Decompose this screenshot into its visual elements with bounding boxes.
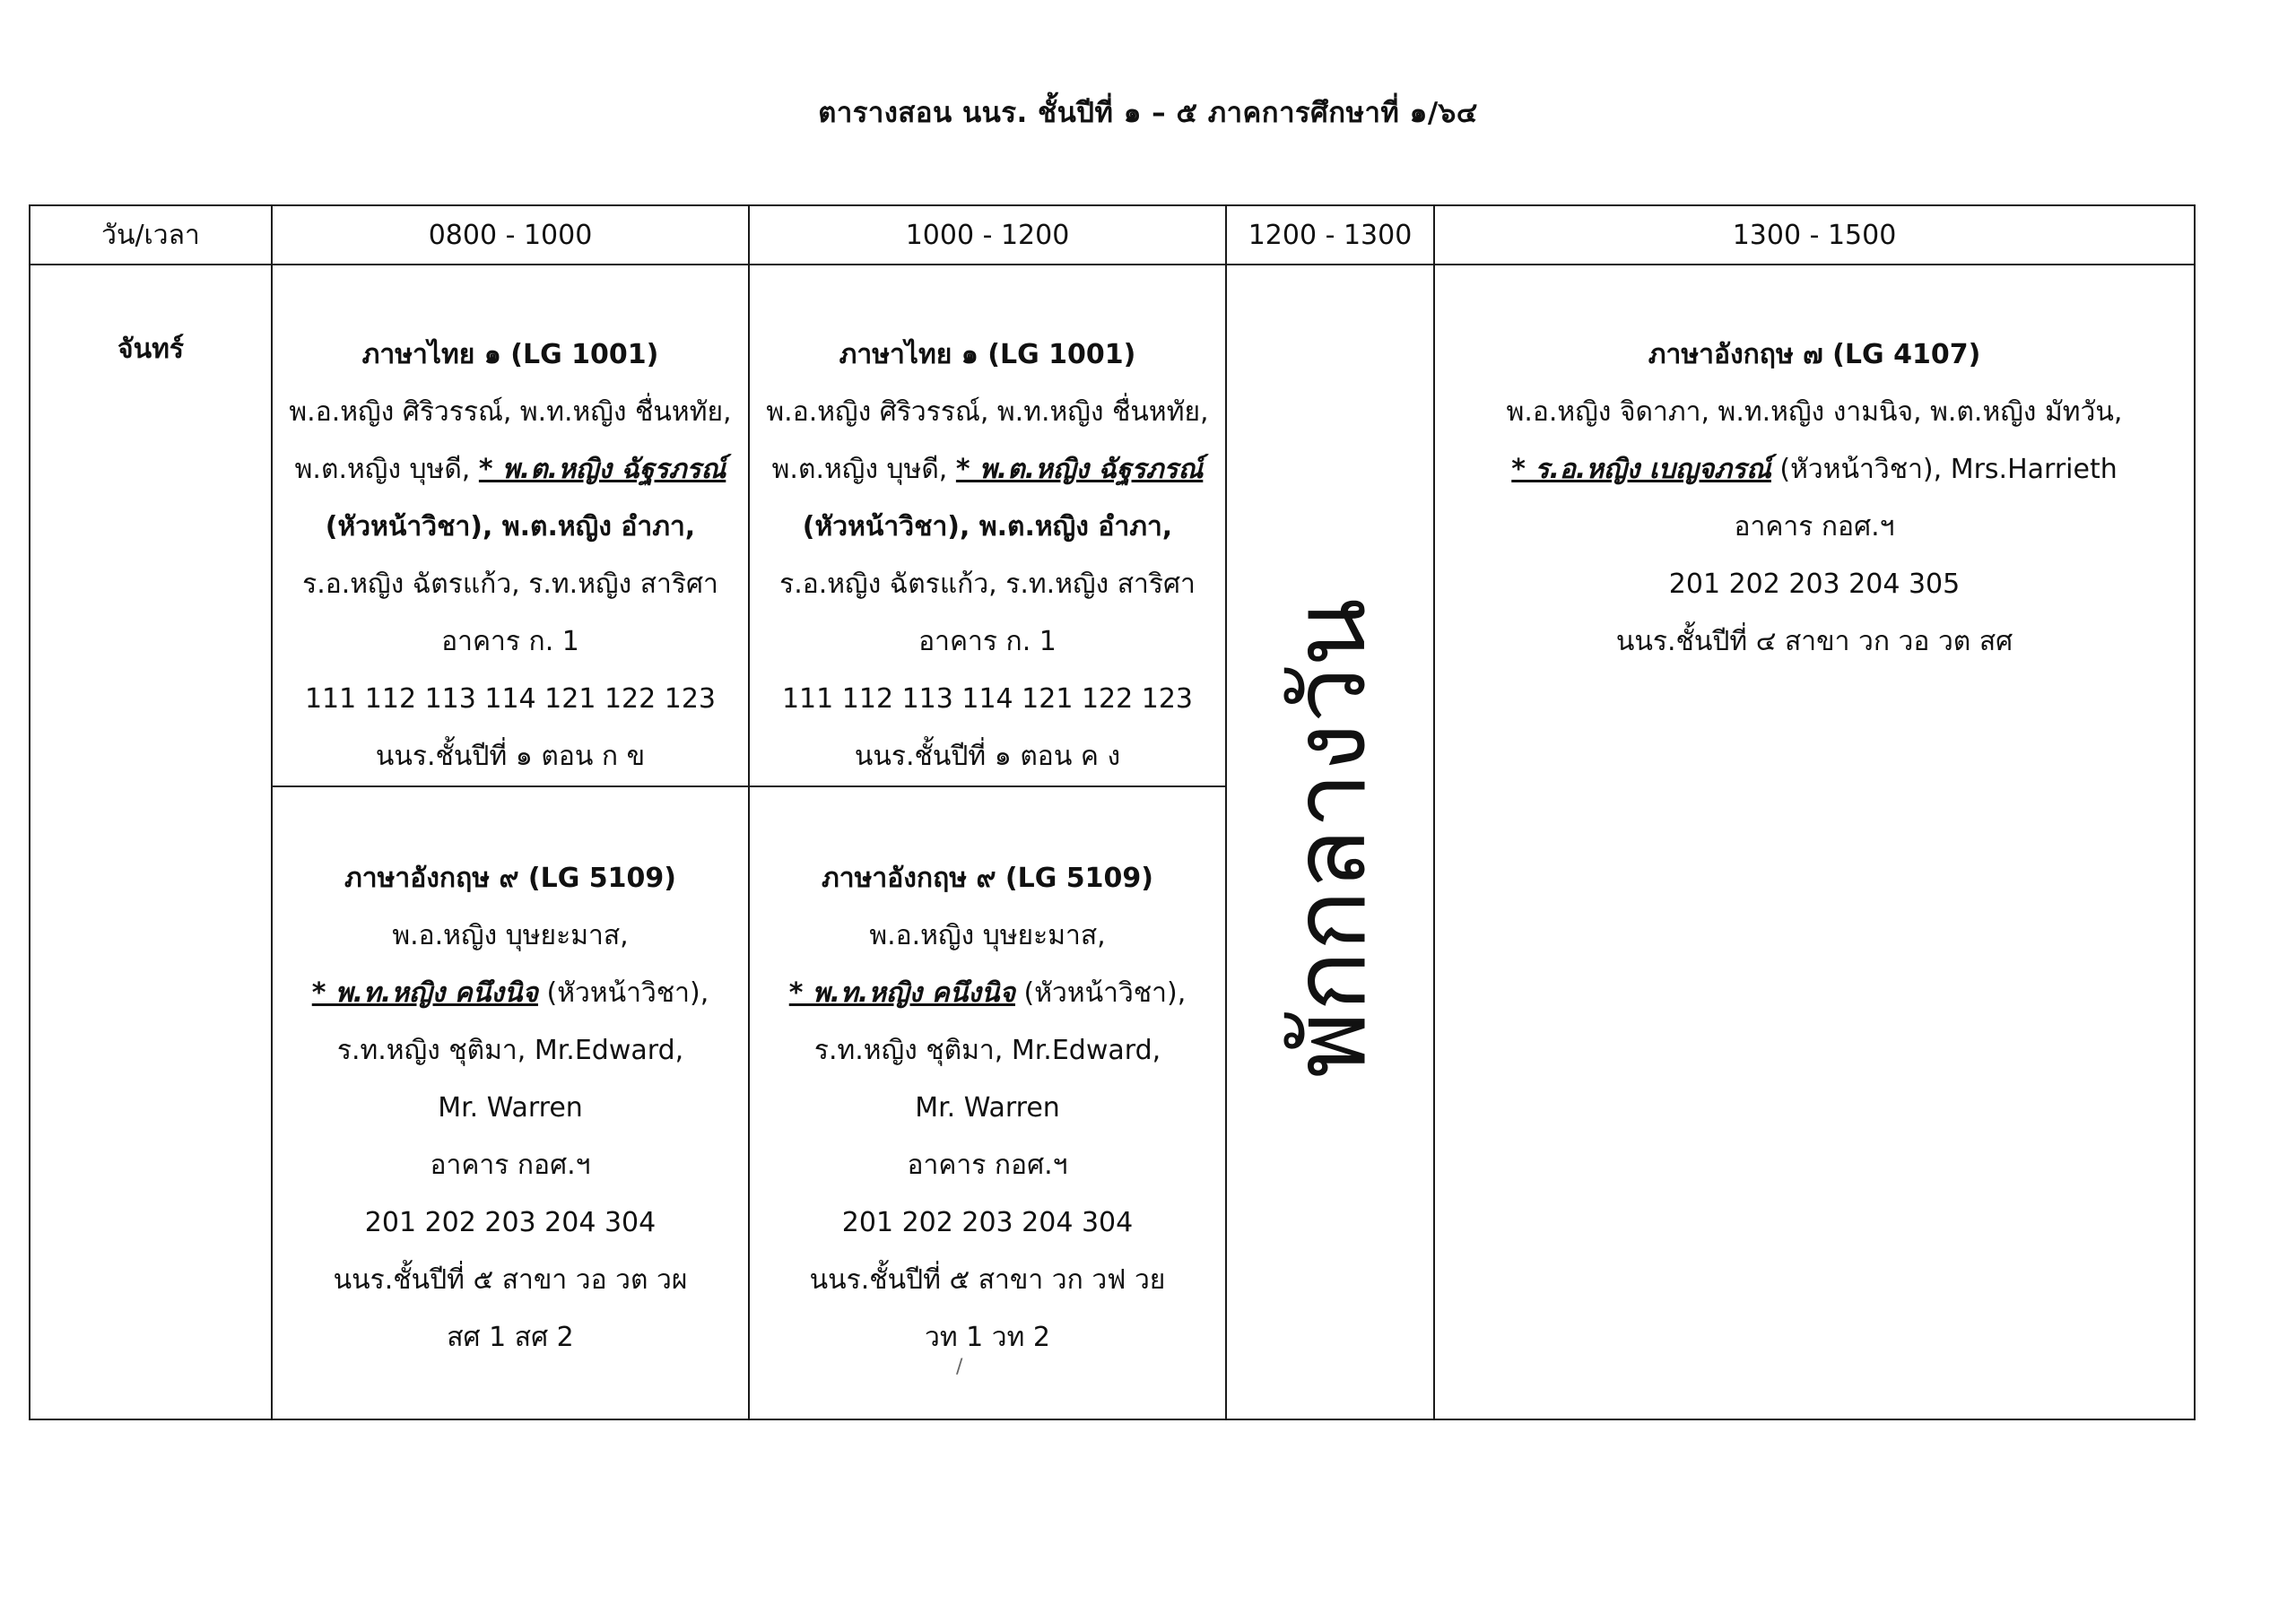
instructors-line: Mr. Warren [915, 1092, 1060, 1124]
students: นนร.ชั้นปีที่ ๔ สาขา วก วอ วต สศ [1615, 626, 2013, 657]
instructors-line: ร.อ.หญิง ฉัตรแก้ว, ร.ท.หญิง สาริศา [302, 568, 718, 600]
slot-1000-upper [749, 265, 1226, 786]
head-instructor: * พ.ต.หญิง ฉัฐรภรณ์ [955, 454, 1204, 485]
slot-0800-lower [272, 786, 749, 1419]
student-groups: วท 1 วท 2 [924, 1322, 1051, 1353]
head-instructor: * พ.ท.หญิง คนึงนิจ [311, 977, 538, 1009]
instructors-line: ร.ท.หญิง ชุติมา, Mr.Edward, [813, 1035, 1161, 1066]
course-title: ภาษาอังกฤษ ๙ (LG 5109) [822, 863, 1153, 894]
header-row [30, 205, 2195, 265]
instructors-line: * ร.อ.หญิง เบญจภรณ์ (หัวหน้าวิชา), Mrs.Harrieth [1511, 454, 2118, 485]
student-groups: สศ 1 สศ 2 [447, 1322, 574, 1353]
rooms: 111 112 113 114 121 122 123 [781, 683, 1194, 715]
instructors-line: * พ.ท.หญิง คนึงนิจ (หัวหน้าวิชา), [788, 977, 1187, 1009]
lunch-break-cell [1226, 265, 1434, 1419]
rooms: 201 202 203 204 304 [841, 1207, 1134, 1238]
header-day-time: วัน/เวลา [30, 205, 272, 265]
slot-0800-upper [272, 265, 749, 786]
header-slot-0800: 0800 - 1000 [272, 205, 749, 265]
header-slot-1300: 1300 - 1500 [1434, 205, 2195, 265]
instructors-line: พ.ต.หญิง บุษดี, * พ.ต.หญิง ฉัฐรภรณ์ [294, 454, 726, 485]
stray-mark: / [956, 1356, 963, 1378]
course-title: ภาษาไทย ๑ (LG 1001) [361, 339, 659, 370]
building: อาคาร ก. 1 [918, 626, 1057, 657]
rooms: 111 112 113 114 121 122 123 [304, 683, 717, 715]
instructors-line: Mr. Warren [438, 1092, 583, 1124]
instructors-line: พ.ต.หญิง บุษดี, * พ.ต.หญิง ฉัฐรภรณ์ [771, 454, 1204, 485]
course-title: ภาษาอังกฤษ ๙ (LG 5109) [344, 863, 676, 894]
slot-1300 [1434, 265, 2195, 1419]
students: นนร.ชั้นปีที่ ๕ สาขา วก วฟ วย [809, 1264, 1166, 1296]
students: นนร.ชั้นปีที่ ๕ สาขา วอ วต วผ [333, 1264, 688, 1296]
monday-upper-row [30, 265, 2195, 786]
rooms: 201 202 203 204 304 [364, 1207, 657, 1238]
header-slot-1200: 1200 - 1300 [1226, 205, 1434, 265]
timetable [29, 204, 2196, 1420]
instructors-line: ร.ท.หญิง ชุติมา, Mr.Edward, [336, 1035, 684, 1066]
students: นนร.ชั้นปีที่ ๑ ตอน ก ข [375, 741, 646, 772]
building: อาคาร กอศ.ฯ [907, 1150, 1068, 1181]
instructors-line: (หัวหน้าวิชา), พ.ต.หญิง อำภา, [802, 511, 1173, 542]
header-slot-1000: 1000 - 1200 [749, 205, 1226, 265]
students: นนร.ชั้นปีที่ ๑ ตอน ค ง [854, 741, 1121, 772]
instructors-line: พ.อ.หญิง บุษยะมาส, [392, 920, 629, 951]
instructors-line: พ.อ.หญิง ศิริวรรณ์, พ.ท.หญิง ชื่นหทัย, [289, 396, 732, 428]
day-monday: จันทร์ [30, 265, 272, 1419]
head-instructor: * ร.อ.หญิง เบญจภรณ์ [1511, 454, 1771, 485]
slot-1000-lower [749, 786, 1226, 1419]
instructors-line: ร.อ.หญิง ฉัตรแก้ว, ร.ท.หญิง สาริศา [779, 568, 1196, 600]
lunch-break-label: พักกลางวัน [1272, 598, 1388, 1079]
instructors-line: พ.อ.หญิง บุษยะมาส, [869, 920, 1106, 951]
page-title: ตารางสอน นนร. ชั้นปีที่ ๑ – ๕ ภาคการศึกษาที่ ๑/๖๔ [818, 97, 1478, 129]
instructors-line: พ.อ.หญิง จิดาภา, พ.ท.หญิง งามนิจ, พ.ต.หญิง มัทวัน, [1506, 396, 2123, 428]
head-instructor: * พ.ท.หญิง คนึงนิจ [788, 977, 1015, 1009]
head-instructor: * พ.ต.หญิง ฉัฐรภรณ์ [478, 454, 726, 485]
course-title: ภาษาอังกฤษ ๗ (LG 4107) [1648, 339, 1981, 370]
building: อาคาร กอศ.ฯ [1734, 511, 1895, 542]
instructors-line: พ.อ.หญิง ศิริวรรณ์, พ.ท.หญิง ชื่นหทัย, [766, 396, 1209, 428]
instructors-line: (หัวหน้าวิชา), พ.ต.หญิง อำภา, [325, 511, 696, 542]
instructors-line: * พ.ท.หญิง คนึงนิจ (หัวหน้าวิชา), [311, 977, 709, 1009]
course-title: ภาษาไทย ๑ (LG 1001) [839, 339, 1136, 370]
rooms: 201 202 203 204 305 [1668, 568, 1961, 600]
building: อาคาร ก. 1 [441, 626, 579, 657]
building: อาคาร กอศ.ฯ [430, 1150, 591, 1181]
